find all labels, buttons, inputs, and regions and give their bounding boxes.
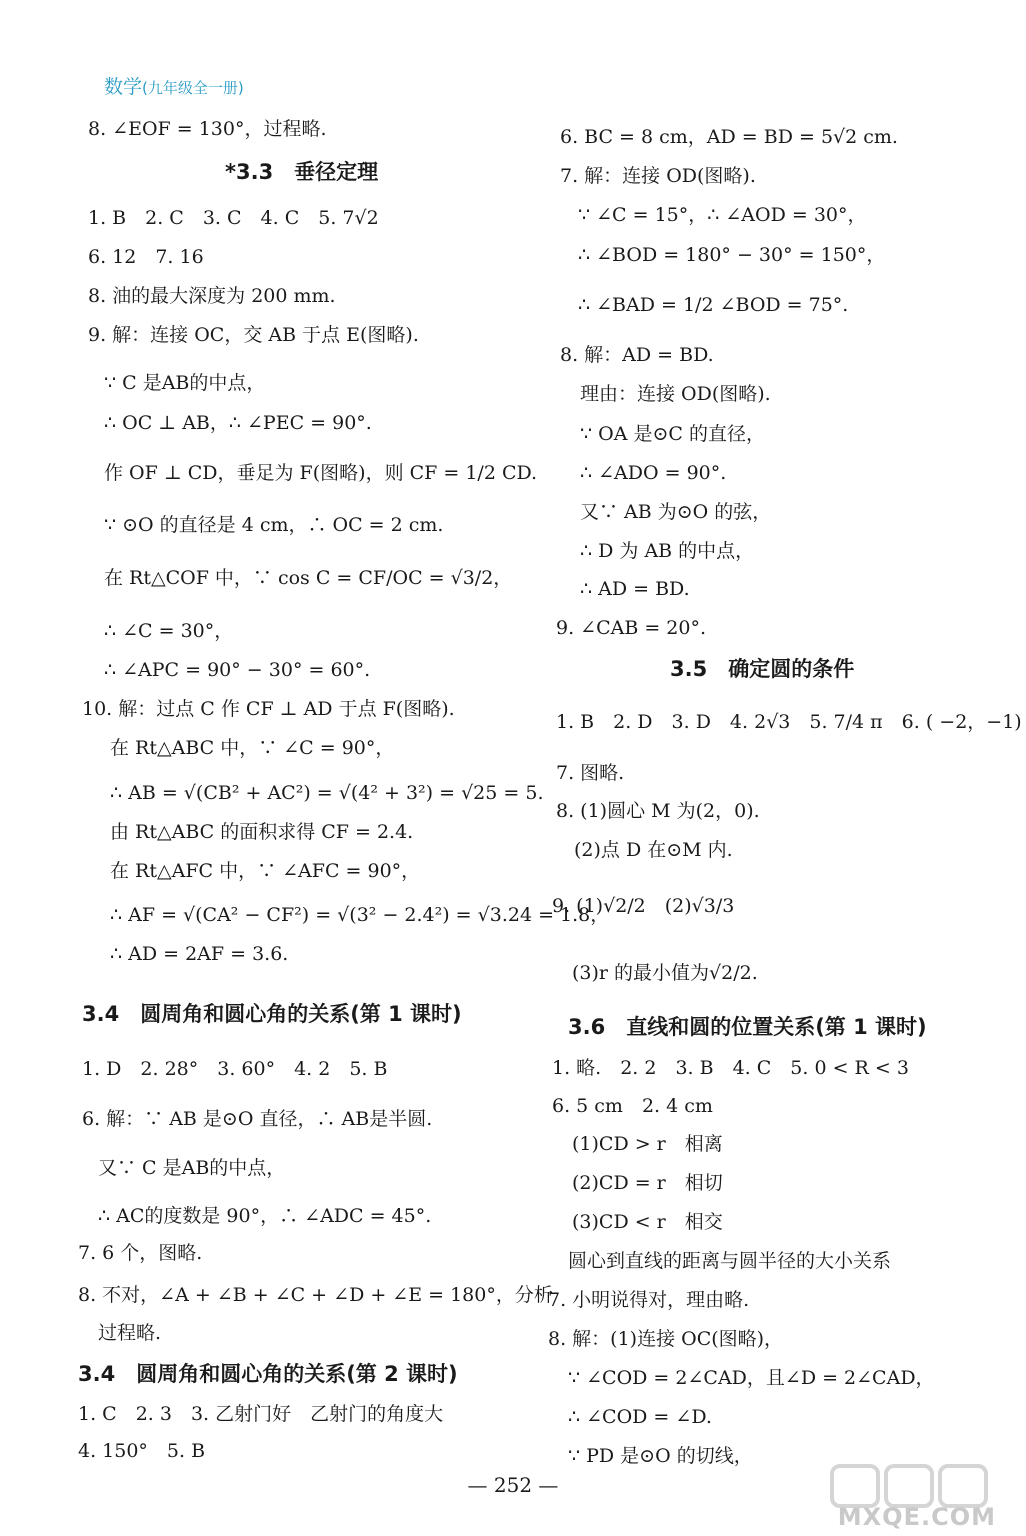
- answer-line: 8. ∠EOF = 130°，过程略.: [88, 118, 327, 140]
- answer-line: ∴ AC的度数是 90°，∴ ∠ADC = 45°.: [98, 1205, 432, 1227]
- answer-line: (3)r 的最小值为√2/2.: [572, 962, 758, 984]
- answer-line: ∵ ∠COD = 2∠CAD，且∠D = 2∠CAD，: [568, 1367, 935, 1389]
- answer-line: 理由：连接 OD(图略).: [580, 383, 771, 405]
- section-title-3-6: 3.6 直线和圆的位置关系(第 1 课时): [568, 1015, 927, 1039]
- answer-line: 10. 解：过点 C 作 CF ⊥ AD 于点 F(图略).: [82, 698, 455, 720]
- answer-line: ∴ OC ⊥ AB，∴ ∠PEC = 90°.: [104, 412, 372, 434]
- watermark-text: MXQE.COM: [837, 1503, 996, 1531]
- answer-line: ∴ ∠BAD = 1/2 ∠BOD = 75°.: [578, 294, 849, 316]
- answer-line: 在 Rt△AFC 中，∵ ∠AFC = 90°，: [110, 860, 421, 882]
- section-title-3-5: 3.5 确定圆的条件: [670, 657, 855, 681]
- answer-line: 在 Rt△ABC 中，∵ ∠C = 90°，: [110, 737, 395, 759]
- answer-line: ∴ AB = √(CB² + AC²) = √(4² + 3²) = √25 = 5.: [110, 782, 544, 804]
- header-subtitle: (九年级全一册): [142, 79, 244, 97]
- answer-line: 9. 解：连接 OC，交 AB 于点 E(图略).: [88, 324, 419, 346]
- answer-line: 7. 小明说得对，理由略.: [548, 1289, 750, 1311]
- answer-line: ∵ PD 是⊙O 的切线，: [568, 1445, 753, 1467]
- answer-line: 8. 解：(1)连接 OC(图略)，: [548, 1328, 784, 1350]
- answer-line: (3)CD < r 相交: [572, 1211, 723, 1233]
- answer-line: 6. 5 cm 2. 4 cm: [552, 1095, 713, 1117]
- answer-line: ∵ ∠C = 15°，∴ ∠AOD = 30°，: [578, 204, 867, 226]
- answer-line: 7. 6 个，图略.: [78, 1242, 203, 1264]
- answer-line: 6. 解：∵ AB 是⊙O 直径，∴ AB是半圆.: [82, 1108, 433, 1130]
- answer-line: 1. C 2. 3 3. 乙射门好 乙射门的角度大: [78, 1403, 444, 1425]
- answer-line: ∴ ∠COD = ∠D.: [568, 1406, 712, 1428]
- answer-line: 作 OF ⊥ CD，垂足为 F(图略)，则 CF = 1/2 CD.: [104, 462, 538, 484]
- answer-line: ∴ AF = √(CA² − CF²) = √(3² − 2.4²) = √3.24 = 1.8，: [110, 904, 610, 926]
- section-title-3-4-lesson2: 3.4 圆周角和圆心角的关系(第 2 课时): [78, 1362, 458, 1386]
- answer-line: 1. D 2. 28° 3. 60° 4. 2 5. B: [82, 1058, 388, 1080]
- answer-line: ∴ ∠C = 30°，: [104, 620, 234, 642]
- answer-line: ∴ AD = BD.: [580, 578, 690, 600]
- answer-line: 4. 150° 5. B: [78, 1440, 206, 1462]
- header-subject: 数学: [104, 76, 143, 98]
- section-title-3-4-lesson1: 3.4 圆周角和圆心角的关系(第 1 课时): [82, 1002, 462, 1026]
- answer-line: ∴ ∠BOD = 180° − 30° = 150°，: [578, 244, 886, 266]
- answer-line: 9. (1)√2/2 (2)√3/3: [552, 895, 735, 917]
- answer-line: ∵ ⊙O 的直径是 4 cm，∴ OC = 2 cm.: [104, 514, 444, 536]
- answer-line: ∴ AD = 2AF = 3.6.: [110, 943, 289, 965]
- answer-line: ∴ ∠APC = 90° − 30° = 60°.: [104, 659, 371, 681]
- answer-line: 又∵ AB 为⊙O 的弦，: [580, 501, 772, 523]
- answer-line: 8. 油的最大深度为 200 mm.: [88, 285, 336, 307]
- answer-line: 8. 解：AD = BD.: [560, 344, 714, 366]
- answer-line: ∵ C 是AB的中点，: [104, 372, 266, 394]
- answer-line: (2)CD = r 相切: [572, 1172, 723, 1194]
- answer-line: 6. 12 7. 16: [88, 246, 204, 268]
- answer-line: ∴ ∠ADO = 90°.: [580, 462, 727, 484]
- section-title-3-3: *3.3 垂径定理: [225, 160, 379, 184]
- answer-line: 圆心到直线的距离与圆半径的大小关系: [568, 1250, 892, 1272]
- answer-line: 8. (1)圆心 M 为(2，0).: [556, 800, 760, 822]
- answer-line: (1)CD > r 相离: [572, 1133, 723, 1155]
- answer-line: ∵ OA 是⊙C 的直径，: [580, 423, 765, 445]
- answer-line: 过程略.: [98, 1322, 162, 1344]
- answer-line: 6. BC = 8 cm，AD = BD = 5√2 cm.: [560, 126, 898, 148]
- answer-line: 又∵ C 是AB的中点，: [98, 1157, 286, 1179]
- answer-line: 1. B 2. C 3. C 4. C 5. 7√2: [88, 207, 379, 229]
- answer-line: (2)点 D 在⊙M 内.: [574, 839, 733, 861]
- answer-line: 由 Rt△ABC 的面积求得 CF = 2.4.: [110, 821, 414, 843]
- answer-line: 在 Rt△COF 中，∵ cos C = CF/OC = √3/2，: [104, 567, 513, 589]
- answer-line: 1. B 2. D 3. D 4. 2√3 5. 7/4 π 6. ( −2，−1): [556, 711, 1022, 733]
- answer-line: 9. ∠CAB = 20°.: [556, 617, 707, 639]
- answer-line: 7. 解：连接 OD(图略).: [560, 165, 756, 187]
- answer-line: 1. 略. 2. 2 3. B 4. C 5. 0 < R < 3: [552, 1057, 909, 1079]
- answer-line: 7. 图略.: [556, 762, 625, 784]
- answer-line: ∴ D 为 AB 的中点，: [580, 540, 755, 562]
- page-number: — 252 —: [467, 1473, 559, 1497]
- running-header: [104, 72, 244, 99]
- answer-line: 8. 不对，∠A + ∠B + ∠C + ∠D + ∠E = 180°，分析: [78, 1284, 553, 1306]
